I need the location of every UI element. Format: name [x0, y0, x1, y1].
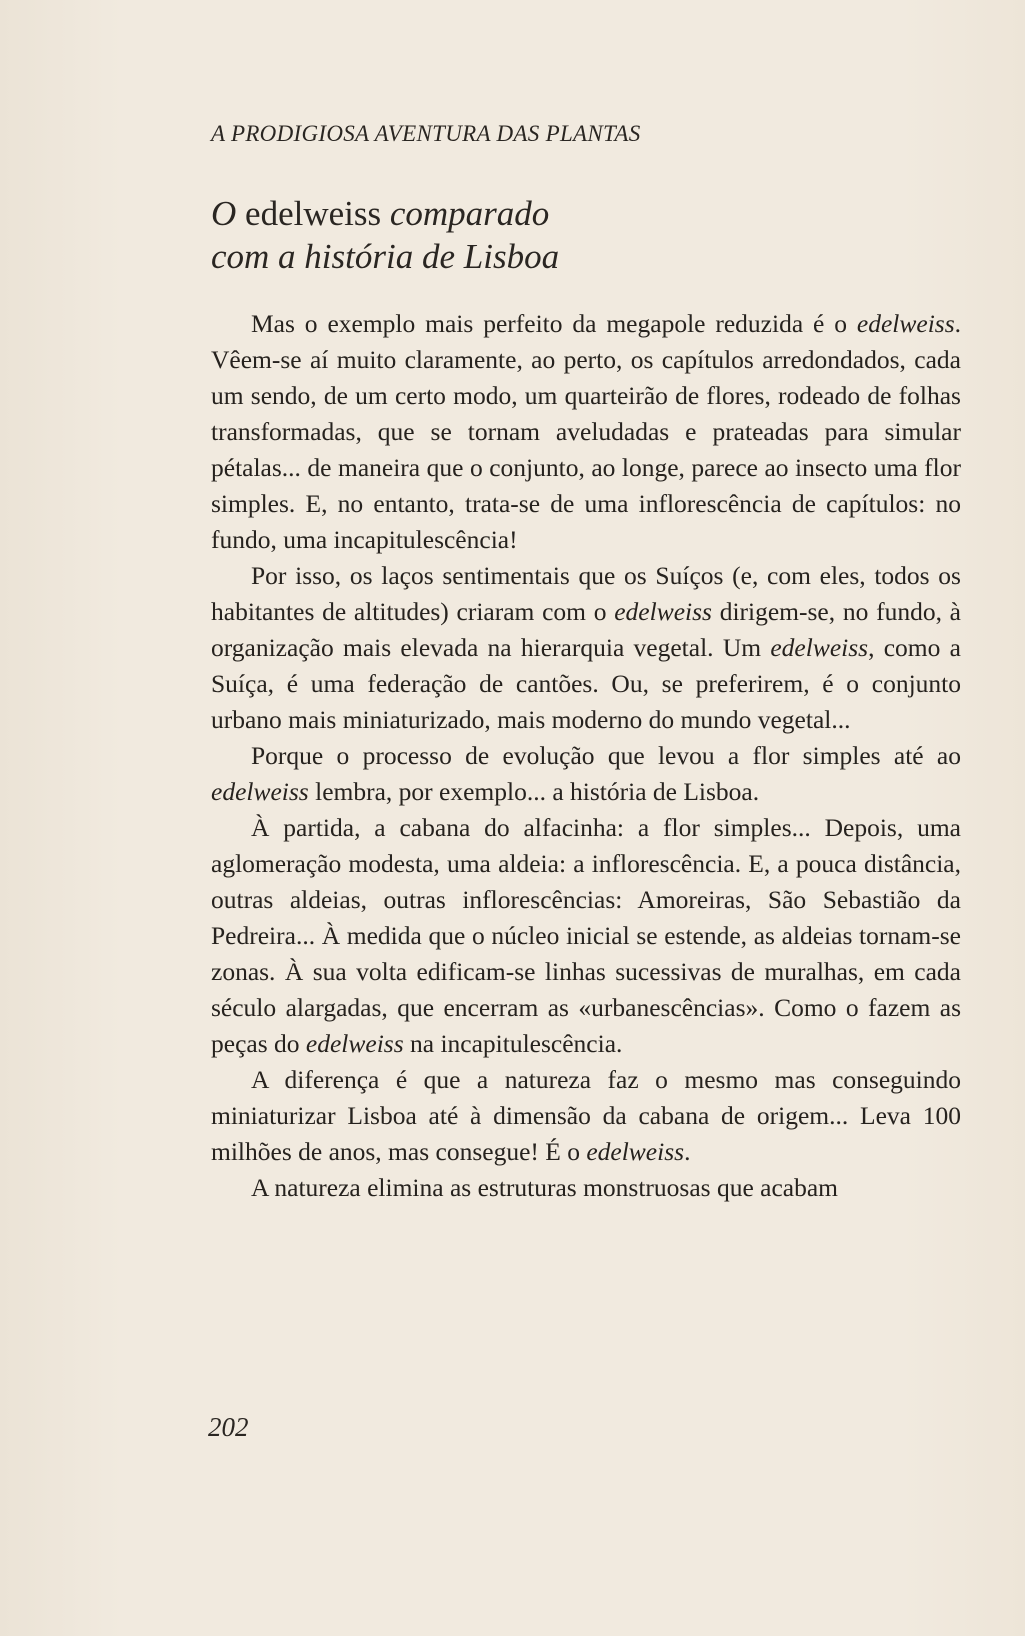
- text-run: lembra, por exemplo... a história de Lisboa.: [308, 777, 760, 806]
- title-word-o: O: [211, 194, 237, 233]
- italic-term: edelweiss: [586, 1137, 685, 1166]
- text-run: . Vêem-se aí muito claramente, ao perto, os capítulos arredondados, cada um sendo, de um certo modo, um quarteirão de flores, rodeado de folhas transformadas, que se tornam aveludadas e prateadas para simular pétalas... de maneira que o conjunto, ao longe, parece ao insecto uma flor simples. E, no entanto, trata-se de uma inflorescência de capítulos: no fundo, uma incapitulescência!: [211, 309, 961, 554]
- italic-term: edelweiss: [614, 597, 712, 626]
- paragraph: [211, 558, 961, 738]
- paragraph: [211, 1170, 961, 1206]
- italic-term: edelweiss: [305, 1029, 404, 1058]
- text-run: .: [684, 1137, 691, 1166]
- title-word-comparado: comparado: [389, 194, 550, 233]
- text-run: Porque o processo de evolução que levou a flor simples até ao: [251, 741, 961, 770]
- body-text: [211, 306, 961, 1206]
- text-run: Por isso, os laços sentimentais que os Suíços (e, com eles, todos os habitantes de altitudes) criaram com o: [211, 561, 961, 626]
- section-title-line-1: [211, 192, 559, 235]
- text-run: A natureza elimina as estruturas monstruosas que acabam: [251, 1173, 839, 1202]
- paragraph: [211, 1062, 961, 1170]
- text-run: , como a Suíça, é uma federação de cantões. Ou, se preferirem, é o conjunto urbano mais miniaturizado, mais moderno do mundo vegetal...: [211, 633, 961, 734]
- section-title-line-2: com a história de Lisboa: [211, 237, 560, 276]
- paragraph: [211, 738, 961, 810]
- paragraph: [211, 306, 961, 558]
- text-run: Mas o exemplo mais perfeito da megapole reduzida é o: [251, 309, 857, 338]
- italic-term: edelweiss: [770, 633, 869, 662]
- text-run: na incapitulescência.: [403, 1029, 623, 1058]
- text-run: dirigem-se, no fundo, à organização mais elevada na hierarquia vegetal. Um: [211, 597, 961, 662]
- italic-term: edelweiss: [856, 309, 955, 338]
- paragraph: [211, 810, 961, 1062]
- italic-term: edelweiss: [211, 777, 309, 806]
- text-run: À partida, a cabana do alfacinha: a flor simples... Depois, uma aglomeração modesta, uma aldeia: a inflorescência. E, a pouca distância, outras aldeias, outras inflorescências: Amoreiras, São Sebastião da Pedreira... À medida que o núcleo inicial se estende, as aldeias tornam-se zonas. À sua volta edificam-se linhas sucessivas de muralhas, em cada século alargadas, que encerram as «urbanescências». Como o fazem as peças do: [211, 813, 961, 1058]
- section-title: [211, 192, 559, 278]
- title-word-edelweiss: edelweiss: [236, 194, 390, 233]
- text-run: A diferença é que a natureza faz o mesmo mas conseguindo miniaturizar Lisboa até à dimensão da cabana de origem... Leva 100 milhões de anos, mas consegue! É o: [211, 1065, 961, 1166]
- page-number: 202: [208, 1412, 249, 1442]
- running-head: A PRODIGIOSA AVENTURA DAS PLANTAS: [211, 121, 641, 146]
